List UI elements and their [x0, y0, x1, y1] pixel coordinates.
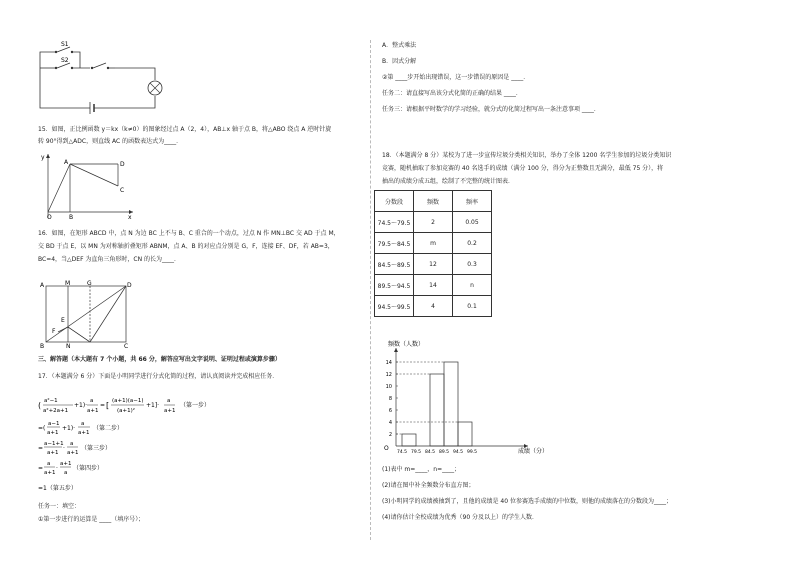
q18-question-4: (4)请你估计全校成绩为优秀（90 分及以上）的学生人数．: [382, 514, 539, 521]
svg-text:（第一步）: （第一步）: [180, 402, 211, 409]
svg-text:(a+1)²: (a+1)²: [117, 408, 135, 414]
svg-text:[: [: [106, 401, 110, 410]
svg-text:+1)·: +1)·: [62, 425, 76, 432]
fig15-O: O: [47, 214, 52, 221]
svg-text:（第四步）: （第四步）: [73, 465, 104, 472]
option-a: A．整式乘法: [382, 42, 417, 49]
y-tick-label: 12: [385, 372, 392, 378]
y-tick-label: 2: [388, 432, 392, 438]
svg-text:=(: =(: [38, 425, 46, 432]
svg-text:+1)·: +1)·: [74, 402, 88, 409]
fig15-y: y: [41, 154, 45, 161]
x-tick-label: 99.5: [466, 450, 478, 455]
circuit-diagram: [30, 38, 170, 118]
svg-text:a: a: [90, 398, 94, 404]
fig15-x: x: [128, 214, 132, 221]
y-tick-label: 14: [385, 360, 392, 366]
fig15-B: B: [69, 214, 74, 221]
q18-line3: 抽出的成绩分成五组，绘制了不完整的统计图表．: [382, 178, 515, 185]
q17-task2: 任务二：请直接写出该分式化简的正确的结果 ____．: [382, 90, 522, 97]
svg-text:a+1: a+1: [47, 450, 59, 456]
q17-task1-q1: ①第一步进行的运算是 ____（填序号）；: [38, 516, 145, 523]
svg-text:a+1: a+1: [60, 461, 72, 467]
svg-text:+1]·: +1]·: [146, 402, 160, 409]
svg-text:a+1: a+1: [78, 430, 90, 436]
column-divider: [370, 40, 371, 540]
section-3-heading: 三、解答题（本大题有 7 个小题，共 66 分，解答应写出文字说明、证明过程或演算步骤）: [38, 356, 281, 363]
fig15-C: C: [120, 187, 125, 194]
q15-line1: 15．如图，正比例函数 y＝kx（k≠0）的图象经过点 A（2，4），AB⊥x 轴于点 B，将△ABO 绕点 A 逆时针旋: [38, 126, 332, 133]
q18-line2: 竞赛，随机抽取了参加竞赛的 40 名选手的成绩（满分 100 分，得分为正整数且无满分，最低 75 分），将: [382, 165, 664, 172]
svg-text:·: ·: [63, 445, 65, 452]
svg-text:a: a: [64, 470, 68, 476]
chart-origin: O: [384, 445, 389, 452]
x-tick-label: 84.5: [424, 450, 436, 455]
svg-text:=: =: [38, 445, 44, 452]
histogram-bar: [430, 374, 444, 446]
q17-task1: 任务一：填空：: [38, 503, 81, 510]
q15-line2: 转 90°得到△ADC，则直线 AC 的函数表达式为____．: [38, 138, 183, 145]
y-tick-label: 8: [388, 396, 392, 402]
q17-item2: ②第 ____步开始出现错误，这一步错误的原因是 ____．: [382, 74, 530, 81]
svg-text:（第二步）: （第二步）: [93, 425, 124, 432]
x-tick-label: 89.5: [438, 450, 450, 455]
y-tick-label: 10: [385, 384, 392, 390]
svg-text:a: a: [81, 421, 85, 427]
svg-text:a: a: [167, 398, 171, 404]
svg-text:a+1: a+1: [67, 450, 79, 456]
frequency-table: [374, 190, 492, 317]
fig16-D: D: [127, 282, 132, 289]
table-row: 79.5～84.5 m 0.2: [375, 233, 492, 254]
option-b: B．因式分解: [382, 58, 417, 65]
x-tick-label: 79.5: [410, 450, 422, 455]
table-row: 89.5～94.5 14 n: [375, 275, 492, 296]
table-row: 94.5～99.5 4 0.1: [375, 296, 492, 317]
q18-question-2: (2)请在图中补全频数分布直方图；: [382, 482, 475, 489]
table-header: 频率: [453, 191, 492, 212]
svg-text:·: ·: [56, 465, 58, 472]
q18-question-1: (1)表中 m=____，n=____；: [382, 466, 461, 473]
svg-text:=1（第五步）: =1（第五步）: [38, 485, 77, 492]
q17-intro: 17．（本题满分 6 分）下面是小明同学进行分式化简的过程，请认真阅读并完成相应任务．: [38, 373, 279, 380]
svg-text:a−1+1: a−1+1: [44, 441, 64, 447]
fig16-G: G: [87, 280, 92, 287]
q16-figure: [38, 280, 138, 350]
table-row: 84.5～89.5 12 0.3: [375, 254, 492, 275]
y-tick-label: 6: [388, 408, 392, 414]
svg-text:a+1: a+1: [164, 408, 176, 414]
fig16-F: F: [52, 328, 56, 335]
label-s1: S1: [61, 41, 69, 48]
q16-line1: 16．如图，在矩形 ABCD 中，点 N 为边 BC 上不与 B、C 重合的一个动点，过点 N 作 MN⊥BC 交 AD 于点 M，: [38, 230, 340, 237]
histogram-bar: [458, 422, 472, 446]
table-header: 分数段: [375, 191, 414, 212]
svg-text:=: =: [38, 465, 44, 472]
table-header: 频数: [414, 191, 453, 212]
fig16-E: E: [61, 317, 65, 324]
svg-text:=: =: [100, 402, 106, 409]
histogram-bar: [402, 434, 416, 446]
svg-text:a: a: [70, 441, 74, 447]
x-tick-label: 74.5: [396, 450, 408, 455]
q16-line2: 交 BD 于点 E，以 MN 为对称轴折叠矩形 ABNM，点 A、B 的对应点分别是 G，F，连接 EF、DF，若 AB=3，: [38, 243, 334, 250]
svg-text:a²+2a+1: a²+2a+1: [43, 408, 69, 414]
fig16-C: C: [124, 343, 129, 350]
q18-question-3: (3)小明同学的成绩被抽到了，且他的成绩是 40 位参赛选手成绩的中位数，则他的成绩落在的分数段为____；: [382, 498, 672, 505]
table-header-row: [375, 191, 492, 212]
fig16-M: M: [65, 280, 71, 287]
chart-xlabel: 成绩（分）: [518, 448, 549, 455]
svg-text:a+1: a+1: [87, 408, 99, 414]
q15-figure: [38, 150, 138, 220]
svg-text:a+1: a+1: [44, 470, 56, 476]
y-axis-arrow: [394, 348, 398, 352]
svg-text:（第三步）: （第三步）: [81, 445, 112, 452]
q17-task3: 任务三：请根据平时数学的学习经验，就分式的化简过程写出一条注意事项 ____．: [382, 106, 600, 113]
svg-text:a²−1: a²−1: [44, 398, 58, 404]
q17-steps: [38, 392, 278, 502]
histogram-bar: [444, 362, 458, 446]
frequency-histogram: [378, 338, 558, 458]
q18-line1: 18．（本题满分 8 分）某校为了进一步宣传垃圾分类相关知识，举办了全体 1200 名学生参加的垃圾分类知识: [382, 152, 672, 159]
svg-text:a: a: [47, 461, 51, 467]
fig15-D: D: [120, 161, 125, 168]
chart-ylabel: 频数（人数）: [388, 341, 425, 348]
fig16-B: B: [40, 343, 45, 350]
fig16-N: N: [66, 343, 71, 350]
q16-line3: BC=4，当△DEF 为直角三角形时，CN 的长为____．: [38, 256, 181, 263]
table-row: 74.5～79.5 2 0.05: [375, 212, 492, 233]
svg-text:a−1: a−1: [48, 421, 60, 427]
label-s2: S2: [61, 57, 69, 64]
svg-text:(a+1)(a−1): (a+1)(a−1): [112, 398, 144, 404]
svg-text:(: (: [38, 401, 42, 410]
fig16-A: A: [40, 282, 45, 289]
svg-text:a+1: a+1: [47, 430, 59, 436]
x-tick-label: 94.5: [452, 450, 464, 455]
y-tick-label: 4: [388, 420, 392, 426]
fig15-A: A: [64, 159, 69, 166]
